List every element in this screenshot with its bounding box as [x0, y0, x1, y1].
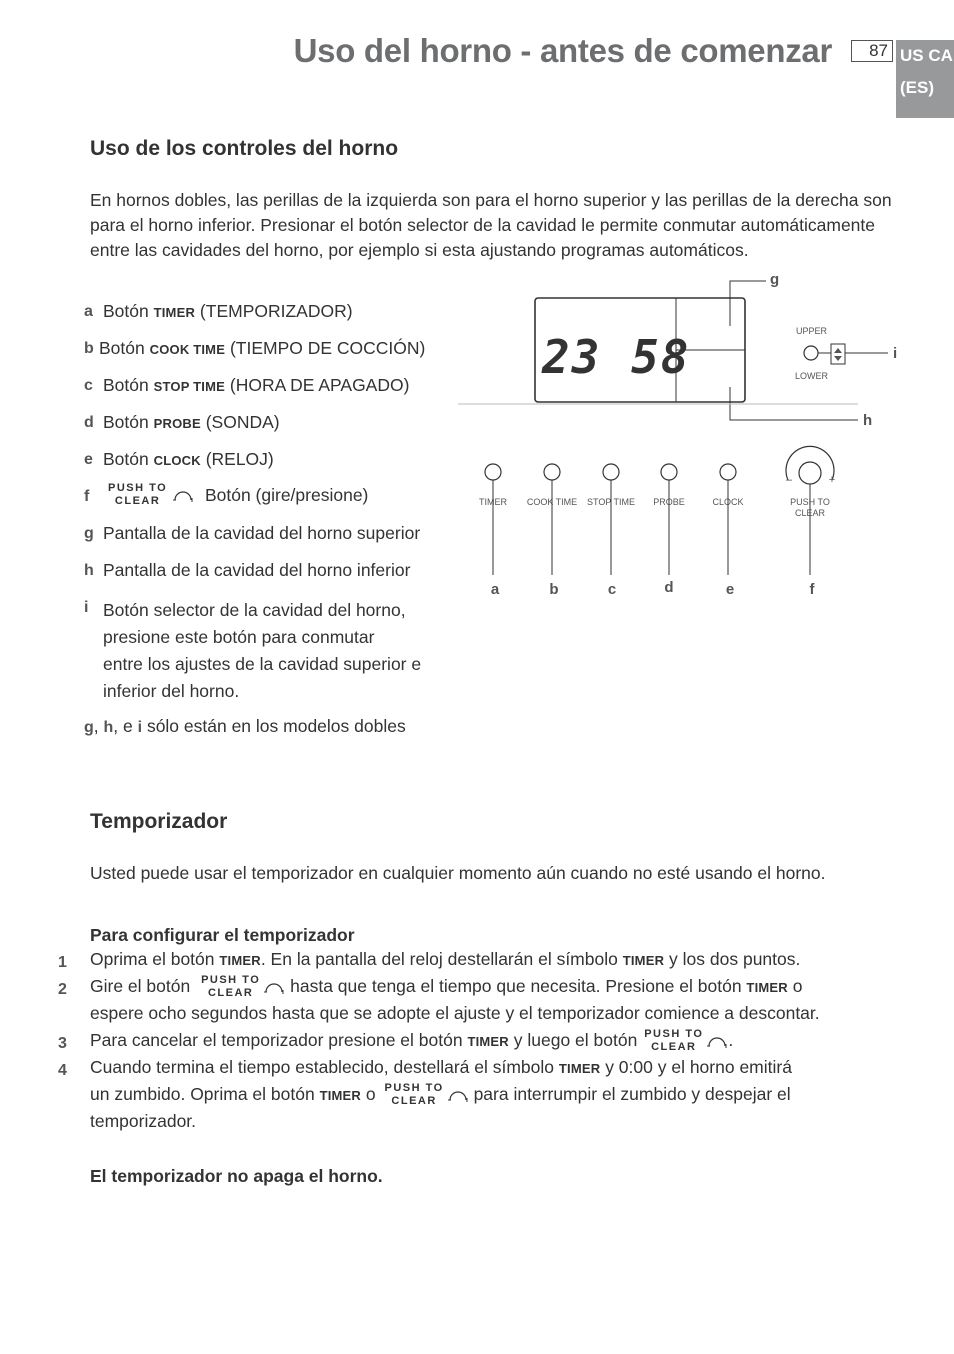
item-letter-e: e: [84, 451, 93, 468]
step-4-b: y 0:00 y el horno emitirá: [600, 1057, 792, 1077]
knob-icon: [172, 487, 194, 503]
page-number: 87: [851, 40, 893, 62]
label-h: h: [863, 412, 873, 429]
item-letter-d: d: [84, 414, 94, 431]
clock-key-label: CLOCK: [153, 453, 201, 468]
timer-key-label: TIMER: [746, 980, 788, 995]
item-d-post: (SONDA): [200, 412, 280, 432]
knob-icon: [706, 1033, 728, 1049]
clear-text: CLEAR: [391, 1095, 437, 1108]
region-tab: [896, 40, 954, 118]
button-probe-label: PROBE: [653, 497, 685, 507]
label-a: a: [490, 581, 500, 598]
step-2: [90, 974, 802, 1000]
button-timer-label: TIMER: [479, 497, 507, 507]
timer-warning: El temporizador no apaga el horno.: [90, 1166, 383, 1186]
step-number-3: 3: [58, 1035, 67, 1052]
item-e-pre: Botón: [103, 449, 154, 469]
lower-label: LOWER: [795, 371, 829, 381]
button-timer: [479, 464, 507, 598]
step-2-b: hasta que tenga el tiempo que necesita. Presione el botón: [285, 976, 747, 996]
label-g: g: [770, 271, 780, 288]
item-c: [103, 375, 409, 396]
item-letter-b: b: [84, 340, 94, 357]
item-f: [108, 482, 368, 508]
item-i: [103, 597, 421, 705]
item-c-post: (HORA DE APAGADO): [225, 375, 410, 395]
push-to-clear-label: [201, 974, 260, 1000]
push-to-text: PUSH TO: [384, 1082, 444, 1095]
item-letter-f: f: [84, 488, 90, 505]
item-i-line-4: inferior del horno.: [103, 681, 240, 701]
item-letter-a: a: [84, 303, 93, 320]
note-g: g: [84, 719, 94, 736]
clear-text: CLEAR: [207, 987, 254, 1000]
timer-key-label: TIMER: [219, 953, 261, 968]
button-cook-time-label: COOK TIME: [526, 497, 578, 507]
timer-key-label: TIMER: [319, 1088, 362, 1103]
push-to-clear-knob: [786, 446, 835, 598]
label-f: f: [809, 581, 815, 598]
dual-models-note: [84, 716, 406, 737]
item-a-pre: Botón: [103, 301, 154, 321]
step-number-4: 4: [58, 1062, 67, 1079]
knob-icon: [799, 462, 821, 484]
step-4-a: Cuando termina el tiempo establecido, destellará el símbolo: [90, 1057, 559, 1077]
cavity-selector-button: [804, 346, 818, 360]
timer-key-label: TIMER: [153, 305, 196, 320]
item-i-line-1: Botón selector de la cavidad del horno,: [103, 600, 406, 620]
knob-icon: [263, 979, 285, 995]
item-f-text: Botón (gire/presione): [204, 484, 369, 505]
step-number-2: 2: [58, 981, 67, 998]
button-clock: [712, 464, 743, 598]
step-2-c: o: [787, 976, 803, 996]
push-to-clear-label: [644, 1028, 703, 1054]
knob-minus: –: [785, 474, 793, 486]
item-letter-i: i: [84, 599, 89, 616]
button-stop-time: [587, 464, 635, 598]
stop-time-key-label: STOP TIME: [153, 379, 225, 394]
upper-label: UPPER: [796, 326, 828, 336]
item-h: Pantalla de la cavidad del horno inferior: [103, 560, 411, 580]
push-to-text: PUSH TO: [108, 482, 168, 494]
timer-subheading: Para configurar el temporizador: [90, 925, 355, 945]
item-g: Pantalla de la cavidad del horno superior: [103, 523, 421, 543]
label-d: d: [664, 579, 674, 596]
step-3-c: .: [728, 1030, 734, 1050]
timer-key-label: TIMER: [622, 953, 665, 968]
region-line-2: (ES): [900, 78, 934, 97]
control-panel-diagram: [450, 265, 910, 610]
region-line-1: US CA: [900, 46, 953, 65]
timer-key-label: TIMER: [558, 1061, 601, 1076]
item-b: [99, 338, 425, 359]
probe-key-label: PROBE: [153, 416, 201, 431]
note-rest: sólo están en los modelos dobles: [142, 716, 406, 736]
label-c: c: [607, 581, 617, 598]
note-i: i: [137, 719, 143, 736]
item-letter-c: c: [84, 377, 93, 394]
item-letter-g: g: [84, 525, 94, 542]
page-title: Uso del horno - antes de comenzar: [293, 32, 832, 69]
push-to-clear-label: [108, 482, 167, 508]
controls-intro: En hornos dobles, las perillas de la izquierda son para el horno superior y las perillas de la derecha son para el horno inferior. Presionar el botón selector de la cavidad le permite conmutar automáticamente entre las cavidades del horno, por ejemplo si esta ajustando programas automáticos.: [90, 190, 892, 260]
item-letter-h: h: [84, 562, 94, 579]
step-number-1: 1: [58, 954, 67, 971]
item-b-post: (TIEMPO DE COCCIÓN): [225, 338, 426, 358]
button-cook-time: [527, 464, 577, 598]
item-c-pre: Botón: [103, 375, 154, 395]
step-4-line2-a: un zumbido. Oprima el botón: [90, 1084, 320, 1104]
step-4-line-3: temporizador.: [90, 1111, 197, 1131]
step-1: [90, 947, 800, 973]
display-digits: 23 58: [542, 330, 691, 384]
label-i: i: [893, 345, 898, 362]
item-b-pre: Botón: [99, 338, 150, 358]
timer-heading: Temporizador: [90, 810, 228, 833]
step-2-a: Gire el botón: [90, 976, 196, 996]
step-4-line-2: [90, 1082, 791, 1108]
button-clock-label: CLOCK: [712, 497, 744, 507]
cook-time-key-label: COOK TIME: [149, 342, 226, 357]
item-d-pre: Botón: [103, 412, 154, 432]
button-stop-time-label: STOP TIME: [586, 497, 636, 507]
step-1-c: y los dos puntos.: [664, 949, 801, 969]
step-4-line2-c: para interrumpir el zumbido y despejar el: [468, 1084, 791, 1104]
step-3-b: y luego el botón: [508, 1030, 643, 1050]
knob-push-to-label: PUSH TO: [790, 497, 830, 507]
timer-key-label: TIMER: [467, 1034, 509, 1049]
item-i-line-2: presione este botón para conmutar: [103, 627, 375, 647]
note-comma: ,: [93, 716, 104, 736]
push-to-text: PUSH TO: [644, 1028, 704, 1041]
step-1-a: Oprima el botón: [90, 949, 220, 969]
step-4: [90, 1055, 792, 1081]
note-h: h: [103, 719, 114, 736]
step-3: [90, 1028, 733, 1054]
item-e: [103, 449, 274, 470]
item-i-line-3: entre los ajustes de la cavidad superior e: [103, 654, 422, 674]
step-3-a: Para cancelar el temporizador presione el botón: [90, 1030, 468, 1050]
knob-icon: [447, 1087, 469, 1103]
step-1-b: . En la pantalla del reloj destellarán el símbolo: [260, 949, 623, 969]
item-d: [103, 412, 280, 433]
clear-text: CLEAR: [651, 1041, 697, 1054]
item-a: [103, 301, 353, 322]
knob-clear-label: CLEAR: [794, 508, 826, 518]
knob-plus: +: [828, 474, 836, 486]
item-a-post: (TEMPORIZADOR): [195, 301, 353, 321]
step-4-line2-b: o: [361, 1084, 381, 1104]
clear-text: CLEAR: [114, 495, 161, 507]
button-probe: [653, 464, 685, 596]
label-e: e: [725, 581, 735, 598]
label-b: b: [549, 581, 559, 598]
controls-heading: Uso de los controles del horno: [90, 137, 399, 160]
push-to-clear-label: [385, 1082, 444, 1108]
timer-intro: Usted puede usar el temporizador en cualquier momento aún cuando no esté usando el horno.: [90, 863, 826, 883]
item-e-post: (RELOJ): [200, 449, 274, 469]
step-2-line-2: espere ocho segundos hasta que se adopte el ajuste y el temporizador comience a descontar.: [90, 1003, 820, 1023]
note-e: , e: [113, 716, 138, 736]
push-to-text: PUSH TO: [201, 974, 261, 987]
